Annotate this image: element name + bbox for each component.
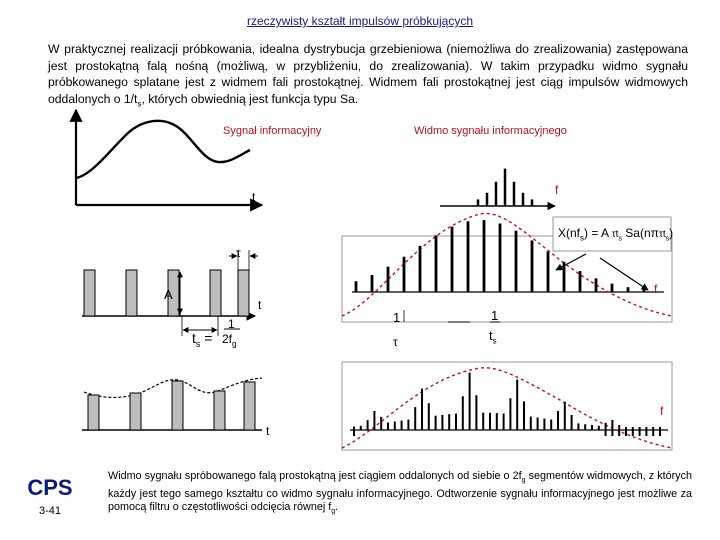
carrier-pulse — [126, 270, 137, 316]
formula-start: X(nf — [558, 226, 581, 240]
one-over-tau-1: 1 — [393, 310, 401, 325]
formula-ts-2: t — [662, 229, 666, 240]
f-label: f — [555, 183, 559, 197]
two-fg: 2f — [222, 332, 233, 346]
formula-ts: t — [615, 229, 619, 240]
one-over-ts-1: 1 — [491, 308, 499, 323]
ts-symbol: t — [192, 330, 196, 346]
t-label: t — [252, 190, 256, 204]
t-label-3: t — [266, 424, 270, 438]
signal-label: Sygnał informacyjny — [223, 125, 322, 137]
f-label-2: f — [654, 282, 658, 296]
sa-formula — [558, 226, 673, 242]
bottom-paragraph — [108, 470, 692, 519]
eq-sign: = — [204, 330, 213, 346]
bottom-text-2: segmentów widmowych, z których każdy jest tego samego kształtu co widmo sygnału informacyjnego. Odtworzenie sygnału informacyjnego jest możliwe za pomocą filtru o częstotliwości odcięcia równej f — [108, 470, 692, 514]
bottom-sub-1: g — [521, 477, 526, 485]
formula-sub: s — [580, 233, 585, 243]
formula-tau-2: τ — [658, 229, 663, 240]
page-number: 3-41 — [38, 505, 62, 517]
formula-tau: τ — [611, 229, 616, 240]
f-label-3: f — [660, 404, 664, 418]
spectrum-panel — [440, 169, 555, 206]
cps-logo: CPS — [27, 475, 73, 500]
over-ts-sub: s — [492, 336, 497, 346]
formula-ts-sub: s — [618, 235, 622, 243]
over-tau: τ — [393, 335, 398, 349]
bottom-sub-2: g — [331, 508, 336, 516]
fg-sub: g — [232, 339, 237, 349]
over-ts — [489, 328, 497, 346]
t-label-2: t — [258, 298, 262, 312]
page-title: rzeczywisty kształt impulsów próbkujących — [246, 14, 474, 28]
formula-sa: Sa(nπ — [625, 226, 659, 240]
formula-close: ) — [669, 226, 674, 240]
tau-label: τ — [236, 246, 241, 260]
spectrum-label: Widmo sygnału informacyjnego — [414, 125, 567, 137]
ts-sub: s — [195, 338, 201, 349]
carrier-pulse — [238, 270, 249, 316]
carrier-pulse — [84, 270, 95, 316]
two-fg-label — [222, 332, 236, 348]
bottom-text-3: . — [335, 501, 339, 514]
intro-sub: s — [137, 98, 142, 108]
sampled-spectrum-panel — [342, 362, 672, 450]
intro-text-1: W praktycznej realizacji próbkowania, idealna dystrybucja grzebieniowa (niemożliwa do zrealizowania) zastępowana jest prostokątną falą nośną (możliwą, w przybliżeniu, do zrealizowania). W takim przypadku widmo sygnału próbkowanego splatane jest z widmem fali prostokątnej. Widmem fali prostokątnej jest ciąg impulsów widmowych oddalonych o 1/t — [48, 42, 688, 106]
over-ts-symbol: t — [489, 328, 493, 343]
one-label: 1 — [228, 317, 235, 331]
carrier-pulse — [210, 270, 221, 316]
ts-label — [192, 330, 212, 349]
intro-text-2: , których obwiednią jest funkcja typu Sa. — [141, 91, 359, 106]
amplitude-label: A — [164, 287, 173, 302]
bottom-text-1: Widmo sygnału spróbowanego falą prostokątną jest ciągiem oddalonych od siebie o 2f — [108, 470, 522, 482]
formula-ts-sub-2: s — [665, 235, 670, 243]
sampled-signal-panel — [82, 378, 262, 430]
formula-mid: ) = A — [584, 226, 609, 240]
